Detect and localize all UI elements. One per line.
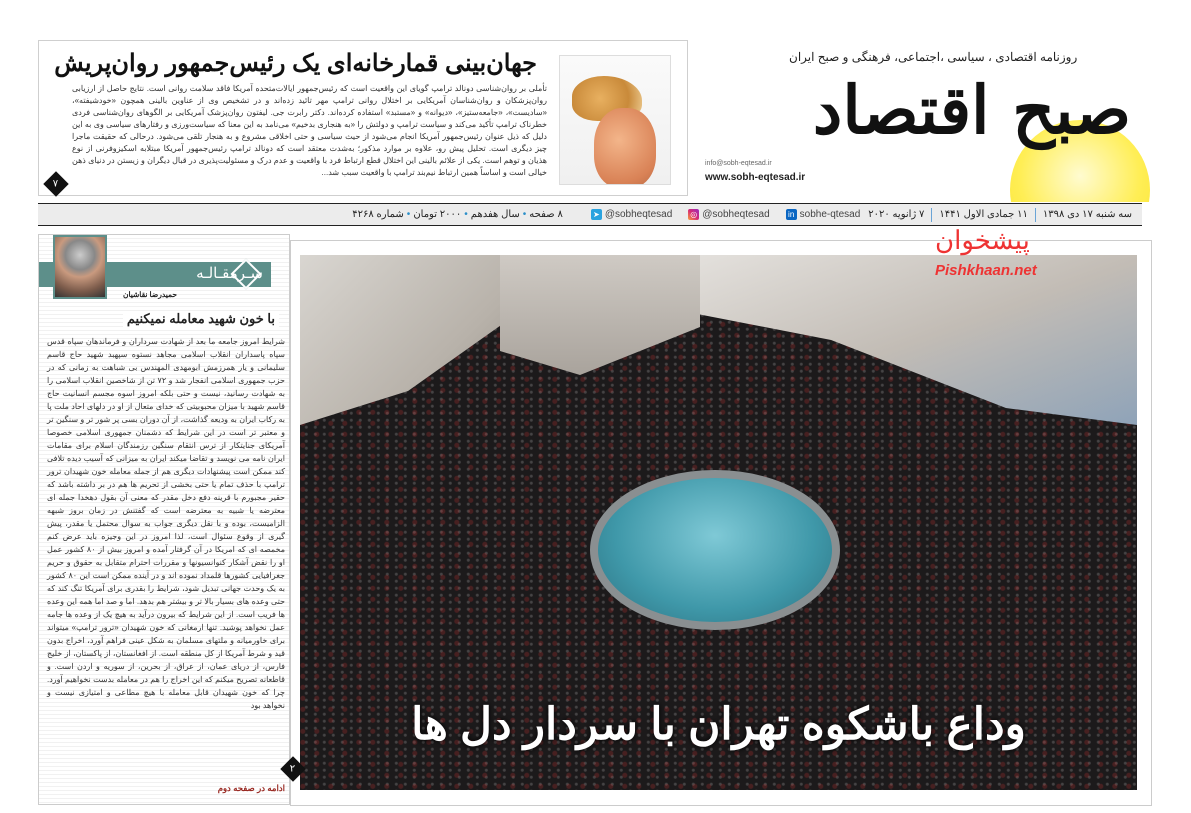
issue-number: شماره ۴۲۶۸ (352, 209, 404, 220)
watermark-persian: پیشخوان (935, 226, 1030, 256)
continued-link[interactable]: ادامه در صفحه دوم (217, 783, 285, 793)
editorial-column (38, 234, 290, 805)
top-story-photo (559, 55, 671, 185)
linkedin-link[interactable] (786, 209, 861, 220)
masthead-website[interactable]: www.sobh-eqtesad.ir (705, 172, 806, 183)
top-story-headline[interactable]: جهان‌بینی قمارخانه‌ای یک رئیس‌جمهور روان‌پریش (54, 50, 537, 77)
logo-wordmark: صبح اقتصاد (812, 71, 1131, 149)
author-photo (53, 235, 107, 299)
instagram-link[interactable] (688, 209, 769, 220)
instagram-handle: @sobheqtesad (702, 209, 770, 220)
main-story-photo[interactable] (300, 255, 1137, 790)
year: سال هفدهم (470, 209, 520, 220)
hijri-date: ۱۱ جمادی الاول ۱۴۴۱ (939, 209, 1028, 220)
page-reference-badge[interactable] (43, 171, 68, 196)
main-headline[interactable]: وداع باشکوه تهران با سردار دل ها (411, 700, 1026, 749)
gregorian-date: ۷ ژانویه ۲۰۲۰ (868, 209, 925, 220)
page-reference-number: ۲ (290, 763, 296, 775)
instagram-icon: ◎ (688, 209, 699, 220)
central-square (590, 470, 840, 630)
price: ۲۰۰۰ تومان (413, 209, 462, 220)
editorial-section-label: سـرمقـالـه (196, 265, 263, 282)
telegram-handle: @sobheqtesad (604, 209, 673, 220)
telegram-icon: ➤ (591, 209, 602, 220)
top-story (38, 40, 688, 196)
page-reference-number: ۷ (53, 178, 59, 190)
masthead-email[interactable]: info@sobh-eqtesad.ir (705, 160, 772, 167)
masthead-tagline: روزنامه اقتصادی ، سیاسی ،اجتماعی، فرهنگی و صبح ایران (789, 50, 1078, 64)
persian-date: سه شنبه ۱۷ دی ۱۳۹۸ (1042, 209, 1132, 220)
linkedin-handle: sobhe-qtesad (799, 209, 861, 220)
buildings-right (700, 255, 1137, 425)
editorial-body: شرایط امروز جامعه ما بعد از شهادت سرداران و فرماندهان سپاه قدس سپاه پاسداران انقلاب اسلامی مجاهد نستوه سپهبد شهید حاج قاسم سلیمانی و یار همرزمش ابومهدی المهندس بی شباهت به زمانی که در حزب جمهوری اسلامی انفجار شد و ۷۲ تن از شاخصین انقلاب اسلامی را به شهادت رسانید، نیست و حتی بلکه امروز اسوه مجسم انسانیت حاج قاسم شهید با میزان محبوبیتی که خدای متعال از او در دلهای احاد ملت پا به رکاب ایران به ودیعه گذاشت، از آن دوران بسی پر شور تر و سنگین تر و معتبر تر است در این شرایط که دشمنان جمهوری اسلامی خصوصا آمریکای جنایتکار از ترس انتقام سنگین رزمندگان اسلام برای مقامات ایران نامه می نویسد و تقاضا میکند ایران به میزانی که آسیب دیده تلافی کند ممکن است پیشنهادات دیگری هم از جمله معامله خون شهیدان ترور ترامپ با حذف تمام یا حتی بخشی از تحریم ها هم در بر داشته باشد که حقیر مجبورم با قرینه دفع دخل مقدر که معنی آن بقول دهخدا جمله ای معترضه یا شبیه به معترضه است که گفتنش در زمان بروز شبهه الزامیست، بوده و با نقل دیگری جواب به سوال محتمل یا مقدر، پیش گیری از وقوع سئوال است، لذا امروز در این وجیزه باید عرض کنم مخمصه ای که امریکا در آن گرفتار آمده و امروز بیش از ۸۰ کشور عمل او را نقض آشکار کنوانسیونها و مقررات احترام متقابل به حقوق و حریم جغرافیایی کشورها قلمداد نموده اند و در آینده ممکن است این ۸۰ کشور به یک وحدت جهانی تبدیل شود، شرایط را بقدری برای آمریکا تنگ کند که حتی وعده های بسیار بالا تر و بیشتر هم بدهد. اما و صد اما همه این وعده ها فریب است. از این شرایط که بیرون درآید به هیچ یک از وعده ها جامه عمل نخواهد پوشید. تنها ارمغانی که خون شهیدان «ترور ترامپ» میتواند برای خاورمیانه و ملتهای مسلمان به شکل عینی فراهم آورد، اخراج بدون قید و شرط آمریکا از کل منطقه است. از افغانستان، از پاکستان، از خلیج فارس، از دریای عمان، از عراق، از بحرین، از سوریه و اردن است. و قاطعانه تصریح میکنم که این اخراج را هم در معامله بدست نخواهیم آورد. چرا که خون شهیدان قابل معامله با هیچ مطاعی و امتیازی نیست و نخواهد بود (47, 337, 286, 710)
editorial-title[interactable]: با خون شهید معامله نمیکنیم (123, 311, 279, 327)
editorial-author: حمیدرضا نقاشیان (122, 290, 177, 299)
date-bar: سه شنبه ۱۷ دی ۱۳۹۸ ۱۱ جمادی الاول ۱۴۴۱ ۷ ژانویه ۲۰۲۰ in sobhe-qtesad ◎ @sobheqtesad ➤ @sobheqtesad ۸ صفحه • سال هفدهم • ۲۰۰۰ تومان • شماره ۴۲۶۸ (38, 203, 1142, 226)
telegram-link[interactable] (591, 209, 672, 220)
linkedin-icon: in (786, 209, 797, 220)
pages-count: ۸ صفحه (529, 209, 563, 220)
top-story-body: تأملی بر روان‌شناسی دونالد ترامپ گویای این واقعیت است که رئیس‌جمهور ایالات‌متحده آمریکا فاقد سلامت روانی است. نتایج حاصل از ارزیابی روان‌پزشکان و روان‌شناسان آمریکایی بر اختلال روانی ترامپ مهر تائید زده‌اند و در تشخیص وی از عناوین بالینی همچون «خودشیفته»، «سادیست»، «جامعه‌ستیز»، «دیوانه» و «مستبد» استفاده کرده‌اند. دکتر رابرت جی. لیفتون روان‌پزشک آمریکایی بر الگوهای روان‌شناسی فردی خطرناک ترامپ تأکید می‌کند و سیاست ترامپ و دولتش را «به هنجاری بدخیم» می‌نامد به این معنا که سیاست‌ورزی و رفتارهای سیاسی وی به این دلیل که ذیل عنوان رئیس‌جمهور آمریکا انجام می‌شود از حیث سیاسی و حتی اخلاقی مشروع و به هنجار تلقی می‌شود. درحالی که حقیقت ماجرا چیز دیگری است. تحلیل پیش رو، علاوه بر موارد مذکور؛ به‌شدت معتقد است که دونالد ترامپ رئیس‌جمهور آمریکا مبتلابه اسکیزوفرنی از نوع هذیان و توهم است. یکی از علائم بالینی این اختلال قطع ارتباط فرد با واقعیت و عدم درک و مسئولیت‌پذیری در قبال دیگران و زیستن در دنیای ذهن خیالی است و اساساً همین ارتباط نیم‌بند ترامپ با واقعیت سبب شد... (72, 84, 548, 177)
watermark-english: Pishkhaan.net (935, 262, 1037, 279)
buildings-top (500, 255, 700, 375)
